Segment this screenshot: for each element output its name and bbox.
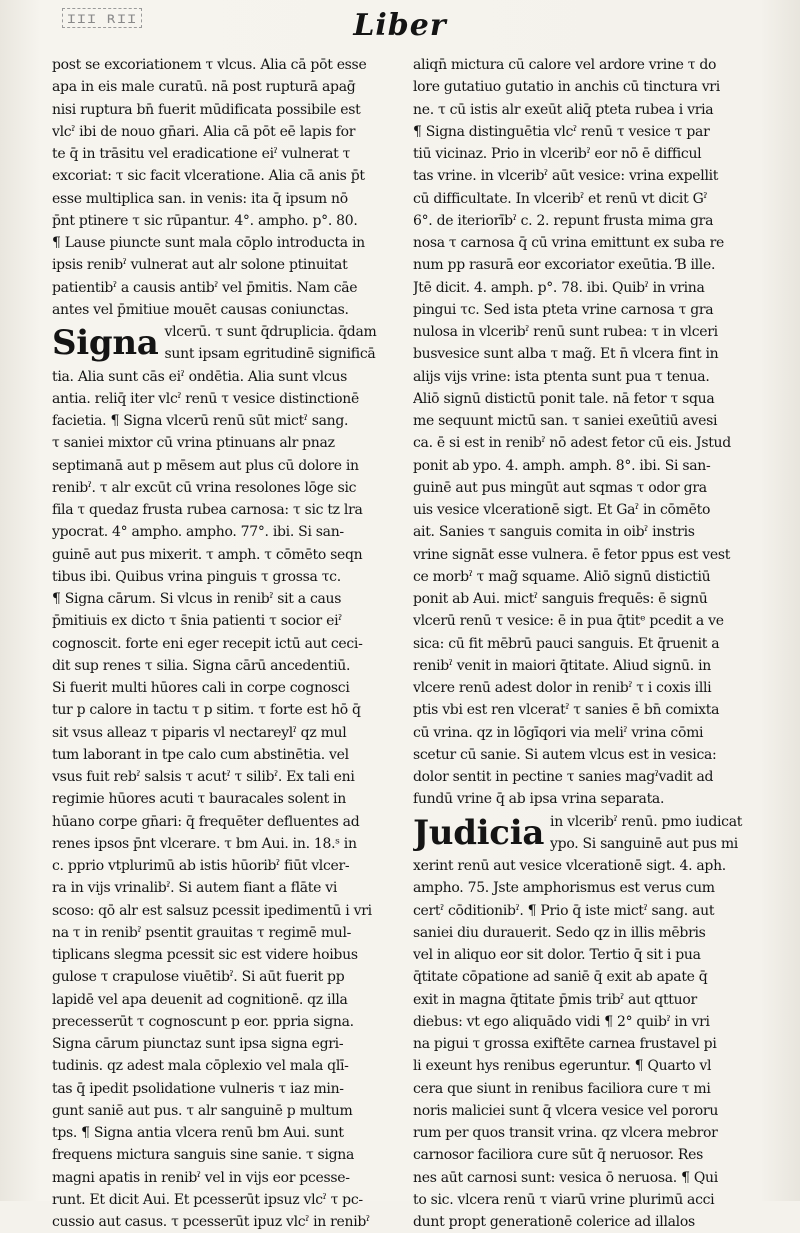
left-text-line: precesserūt τ cognoscunt p eor. ppria signa. bbox=[52, 1013, 354, 1030]
right-text-line: Aliō signū distictū ponit tale. nā fetor τ squa bbox=[413, 390, 715, 407]
left-text-line: ¶ Signa cārum. Si vlcus in renibˀ sit a caus bbox=[52, 591, 342, 607]
right-column bbox=[413, 54, 770, 1233]
judicia-line-2: ypo. Si sanguinē aut pus mi bbox=[550, 835, 738, 852]
left-text-line: renibˀ. τ alr excūt cū vrina resolones lōge sic bbox=[52, 479, 357, 496]
left-text-line: esse multiplica san. in venis: ita q̄ ipsum nō bbox=[52, 190, 348, 207]
left-text-line: antes vel p̄mitiue mouēt causas coniunctas. bbox=[52, 301, 349, 318]
left-text-line: gunt saniē aut pus. τ alr sanguinē p multum bbox=[52, 1102, 353, 1119]
left-text-line: na τ in renibˀ psentit grauitas τ regimē mul- bbox=[52, 924, 352, 941]
left-text-line: regimie hūores acuti τ bauracales solent in bbox=[52, 791, 346, 808]
left-text-line: patientibˀ a causis antibˀ vel p̄mitis. Nam cāe bbox=[52, 279, 358, 296]
right-text-line: ne. τ cū istis alr exeūt aliq̄ pteta rubea i vria bbox=[413, 101, 714, 118]
right-text-line: dolor sentit in pectine τ sanies magˀvadit ad bbox=[413, 769, 714, 785]
left-text-line: vlcˀ ibi de nouo gn̄ari. Alia cā pōt eē lapis for bbox=[52, 123, 356, 140]
right-text-line: noris maliciei sunt q̄ vlcera vesice vel pororu bbox=[413, 1102, 719, 1119]
right-text-line: nes aūt carnosi sunt: vesica ō neruosa. ¶ Qui bbox=[413, 1169, 718, 1186]
left-text-line: tps. ¶ Signa antia vlcera renū bm Aui. sunt bbox=[52, 1125, 344, 1141]
right-text-line: fundū vrine q̄ ab ipsa vrina separata. bbox=[413, 791, 665, 808]
left-text-line: Si fuerit multi hūores cali in corpe cognosci bbox=[52, 680, 350, 696]
left-text-line: c. pprio vtplurimū ab istis hūoribˀ fiūt vlcer- bbox=[52, 858, 350, 874]
right-text-line: num pp rasurā eor excoriator exeūtia. Ɓ ille. bbox=[413, 257, 716, 274]
left-text-line: antia. reliq̄ iter vlcˀ renū τ vesice distinctionē bbox=[52, 390, 359, 407]
right-text-line: dunt propt generationē colerice ad illalos bbox=[413, 1214, 695, 1230]
right-text-line: na pigui τ grossa exiftēte carnea frustavel pi bbox=[413, 1036, 717, 1052]
left-text-line: tiplicans slegma pcessit sic est videre hoibus bbox=[52, 947, 358, 963]
right-text-line: to sic. vlcera renū τ viarū vrine plurimū acci bbox=[413, 1191, 715, 1208]
right-text-line: alijs vijs vrine: ista ptenta sunt pua τ tenua. bbox=[413, 368, 710, 385]
left-text-line: tas q̄ ipedit psolidatione vulneris τ iaz min- bbox=[52, 1080, 344, 1097]
left-text-line: vsus fuit rebˀ salsis τ acutˀ τ silibˀ. Ex tali eni bbox=[52, 769, 355, 785]
right-text-line: cū vrina. qz in lōgīqori via meliˀ vrina cōmi bbox=[413, 724, 704, 741]
right-text-line: xerint renū aut vesice vlcerationē sigt. 4. aph. bbox=[413, 858, 726, 874]
signa-heading-row bbox=[52, 321, 402, 366]
left-text-line: hūano corpe gn̄ari: q̄ frequēter defluentes ad bbox=[52, 813, 360, 830]
right-text-line: renibˀ venit in maiori q̄titate. Aliud signū. in bbox=[413, 657, 711, 674]
left-text-line: septimanā aut p mēsem aut plus cū dolore in bbox=[52, 457, 359, 474]
left-text-line: renes ipsos p̄nt vlcerare. τ bm Aui. in. 18.ˢ in bbox=[52, 835, 357, 852]
left-text-line: tur p calore in tactu τ p sitim. τ forte est hō q̄ bbox=[52, 702, 361, 719]
left-text-line: Signa cārum piunctaz sunt ipsa signa egri- bbox=[52, 1036, 344, 1052]
right-text-line: me sequunt mictū san. τ saniei exeūtiū avesi bbox=[413, 413, 718, 429]
left-text-line: facietia. ¶ Signa vlcerū renū sūt mictˀ sang. bbox=[52, 413, 349, 429]
right-text-line: busvesice sunt alba τ mag̃. Et n̄ vlcera fint in bbox=[413, 346, 719, 363]
left-text-line: tum laborant in tpe calo cum abstinētia. vel bbox=[52, 746, 349, 763]
right-text-line: guinē aut pus mingūt aut sqmas τ odor gra bbox=[413, 479, 707, 496]
right-text-line: vrine signāt esse vulnera. ē fetor ppus est vest bbox=[413, 546, 731, 563]
right-text-line: nosa τ carnosa q̄ cū vrina emittunt ex suba re bbox=[413, 235, 725, 251]
judicia-line-1: in vlceribˀ renū. pmo iudicat bbox=[550, 813, 743, 830]
right-text-line: rum per quos transit vrina. qz vlcera mebror bbox=[413, 1125, 718, 1141]
left-text-line: runt. Et dicit Aui. Et pcesserūt ipsuz vlcˀ τ pc- bbox=[52, 1191, 363, 1208]
left-text-line: nisi ruptura bn̄ fuerit mūdificata possibile est bbox=[52, 101, 361, 118]
left-text-line: tia. Alia sunt cās eiˀ ondētia. Alia sunt vlcus bbox=[52, 368, 347, 385]
right-text-line: ait. Sanies τ sanguis comita in oibˀ instris bbox=[413, 524, 695, 541]
judicia-heading-row bbox=[413, 811, 770, 856]
right-text-line: ampho. 75. Jste amphorismus est verus cum bbox=[413, 880, 715, 897]
right-text-line: saniei diu durauerit. Sedo qz in illis mēbris bbox=[413, 924, 706, 941]
left-text-line: guinē aut pus mixerit. τ amph. τ cōmēto seqn bbox=[52, 546, 363, 563]
right-text-line: Jtē dicit. 4. amph. p°. 78. ibi. Quibˀ in vrina bbox=[413, 279, 705, 296]
right-text-line: ponit ab ypo. 4. amph. amph. 8°. ibi. Si san- bbox=[413, 457, 711, 474]
judicia-initial: Judicia bbox=[413, 812, 545, 853]
left-text-line: cognoscit. forte eni eger recepit ictū aut ceci- bbox=[52, 635, 363, 652]
left-text-line: ra in vijs vrinalibˀ. Si autem fiant a flāte vi bbox=[52, 880, 338, 897]
right-text-line: carnosor faciliora cure sūt q̄ neruosor. Res bbox=[413, 1147, 703, 1164]
right-text-line: cū difficultate. In vlceribˀ et renū vt dicit Gˀ bbox=[413, 190, 708, 207]
stamp-text: ɪɪɪ ʀɪɪ bbox=[62, 8, 142, 28]
left-text-line: tibus ibi. Quibus vrina pinguis τ grossa τc. bbox=[52, 568, 341, 585]
right-text-line: ptis vbi est ren vlceratˀ τ sanies ē bn̄ comixta bbox=[413, 702, 720, 719]
left-text-line: ¶ Lause piuncte sunt mala cōplo introducta in bbox=[52, 235, 365, 251]
right-text-line: ponit ab Aui. mictˀ sanguis frequēs: ē signū bbox=[413, 591, 708, 607]
left-text-line: fila τ quedaz frusta rubea carnosa: τ sic tz lra bbox=[52, 502, 363, 518]
right-text-line: sica: cū fit mēbrū pauci sanguis. Et q̄ruenit a bbox=[413, 635, 720, 652]
right-text-line: tas vrine. in vlceribˀ aūt vesice: vrina expellit bbox=[413, 168, 719, 185]
right-text-line: li exeunt hys renibus egeruntur. ¶ Quarto vl bbox=[413, 1058, 712, 1075]
right-text-line: uis vesice vlcerationē sigt. Et Gaˀ in cōmēto bbox=[413, 502, 711, 518]
left-text-line: ypocrat. 4° ampho. ampho. 77°. ibi. Si san- bbox=[52, 524, 344, 541]
left-text-line: te q̄ in trāsitu vel eradicatione eiˀ vulnerat τ bbox=[52, 146, 351, 162]
right-text-line: 6°. de iteriorībˀ c. 2. repunt frusta mima gra bbox=[413, 212, 714, 229]
right-text-line: certˀ cōditionibˀ. ¶ Prio q̄ iste mictˀ sang. aut bbox=[413, 902, 715, 919]
right-text-line: ¶ Signa distinguētia vlcˀ renū τ vesice τ par bbox=[413, 123, 710, 140]
right-text-line: aliqn̄ mictura cū calore vel ardore vrine τ do bbox=[413, 57, 717, 73]
right-text-line: vlcere renū adest dolor in renibˀ τ i coxis illi bbox=[413, 680, 712, 696]
left-text-line: lapidē vel apa deuenit ad cognitionē. qz illa bbox=[52, 991, 348, 1008]
left-text-line: cussio aut casus. τ pcesserūt ipuz vlcˀ in renibˀ bbox=[52, 1214, 370, 1230]
right-text-line: lore gutatiuo gutatio in anchis cū tinctura vri bbox=[413, 79, 720, 96]
right-text-line: vlcerū renū τ vesice: ē in pua q̄titᵉ pcedit a ve bbox=[413, 613, 724, 630]
right-text-line: ca. ē si est in renibˀ nō adest fetor cū eis. Jstud bbox=[413, 435, 731, 452]
left-text-line: p̄mitiuis ex dicto τ s̄nia patienti τ socior eiˀ bbox=[52, 613, 342, 630]
left-text-line: tudinis. qz adest mala cōplexio vel mala qlī- bbox=[52, 1058, 349, 1075]
right-text-line: vel in aliquo eor sit dolor. Tertio q̄ sit i pua bbox=[413, 947, 701, 963]
signa-line-1: vlcerū. τ sunt q̄druplicia. q̄dam bbox=[164, 324, 377, 340]
right-text-line: tiū vicinaz. Prio in vlceribˀ eor nō ē difficul bbox=[413, 146, 702, 162]
right-text-line: q̄titate cōpatione ad saniē q̄ exit ab apate q̄ bbox=[413, 969, 708, 986]
left-text-line: post se excoriationem τ vlcus. Alia cā pōt esse bbox=[52, 57, 367, 73]
left-text-line: excoriat: τ sic facit vlceratione. Alia cā anis p̄t bbox=[52, 168, 365, 185]
right-text-line: ce morbˀ τ mag̃ squame. Aliō signū distictiū bbox=[413, 568, 711, 585]
right-text-line: nulosa in vlceribˀ renū sunt rubea: τ in vlceri bbox=[413, 324, 718, 340]
left-text-line: scoso: qō alr est salsuz pcessit ipedimentū i vri bbox=[52, 902, 372, 919]
left-column bbox=[52, 54, 402, 1233]
left-text-line: sit vsus alleaz τ piparis vl nectareylˀ qz mul bbox=[52, 724, 347, 741]
signa-line-2: sunt ipsam egritudinē significā bbox=[164, 346, 376, 363]
running-header bbox=[0, 8, 800, 48]
right-text-line: pingui τc. Sed ista pteta vrine carnosa τ gra bbox=[413, 301, 714, 318]
left-text-line: apa in eis male curatū. nā post rupturā apaḡ bbox=[52, 79, 356, 96]
signa-initial: Signa bbox=[52, 323, 159, 363]
left-text-line: ipsis renibˀ vulnerat aut alr solone ptinuitat bbox=[52, 257, 348, 274]
left-text-line: p̄nt ptinere τ sic rūpantur. 4°. ampho. p°. 80. bbox=[52, 212, 358, 229]
right-text-line: diebus: vt ego aliquādo vidi ¶ 2° quibˀ in vri bbox=[413, 1013, 710, 1030]
left-text-line: magni apatis in renibˀ vel in vijs eor pcesse- bbox=[52, 1169, 350, 1186]
left-text-line: τ saniei mixtor cū vrina ptinuans alr pnaz bbox=[52, 435, 335, 452]
left-text-line: gulose τ crapulose viuētibˀ. Si aūt fuerit pp bbox=[52, 969, 345, 986]
right-text-line: exit in magna q̄titate p̄mis tribˀ aut qttuor bbox=[413, 991, 697, 1008]
right-text-line: cera que siunt in renibus faciliora cure τ mi bbox=[413, 1080, 711, 1097]
header-title: Liber bbox=[353, 8, 447, 43]
left-text-line: frequens mictura sanguis sine sanie. τ signa bbox=[52, 1147, 355, 1164]
left-text-line: dit sup renes τ silia. Signa cārū ancedentiū. bbox=[52, 657, 351, 674]
right-text-line: scetur cū sanie. Si autem vlcus est in vesica: bbox=[413, 746, 717, 763]
